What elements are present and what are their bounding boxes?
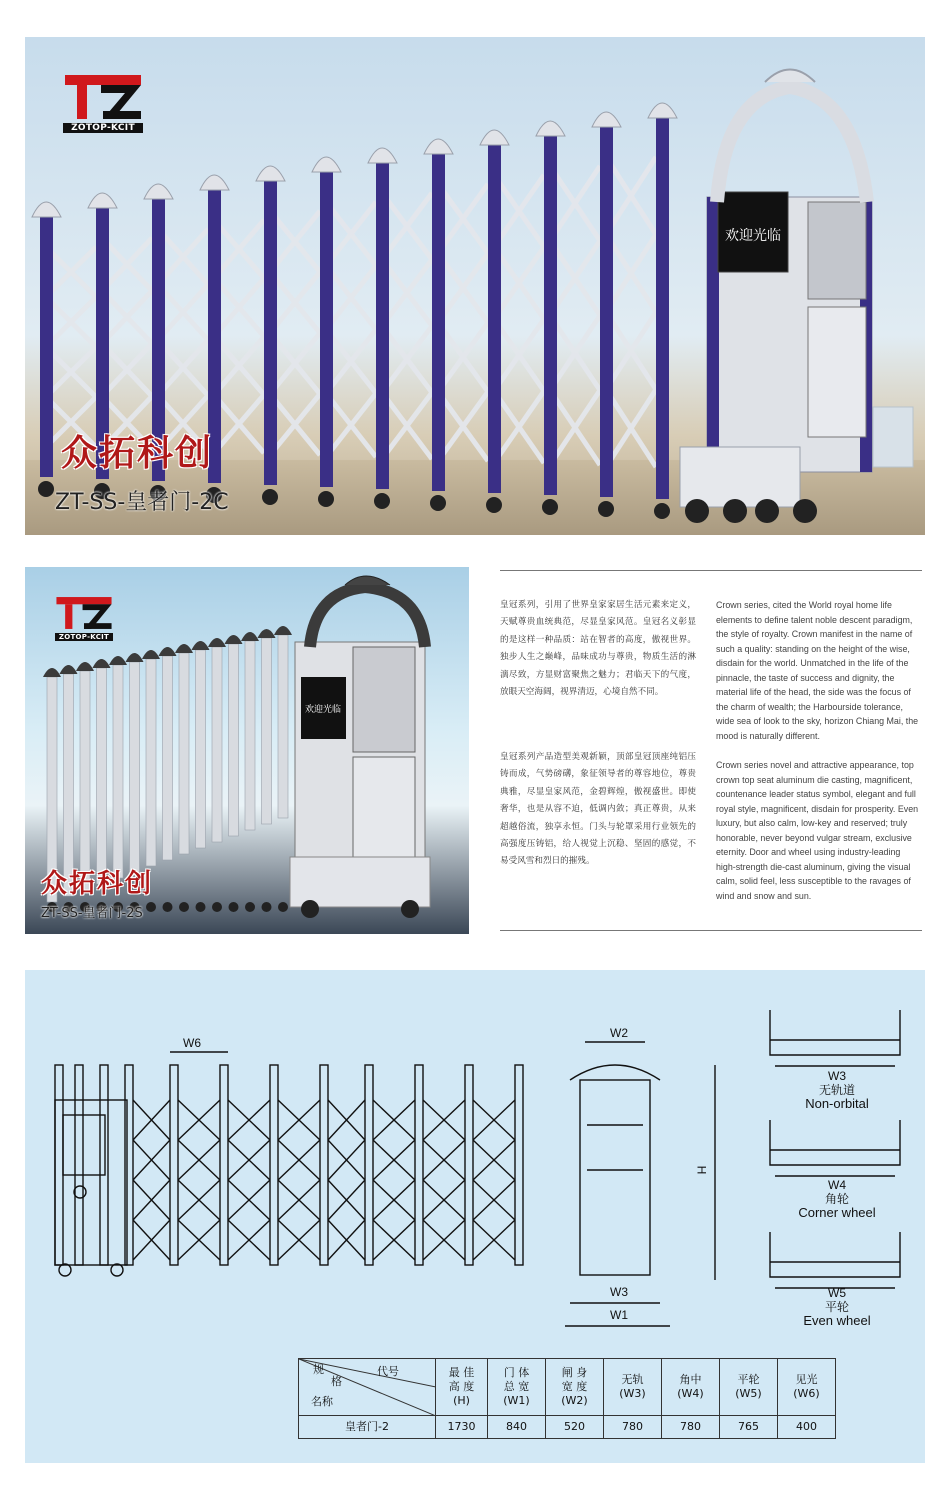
cell-w1: 840 <box>488 1416 546 1439</box>
post <box>75 1065 83 1265</box>
gate-column <box>97 668 107 884</box>
gate-column <box>146 659 156 866</box>
variant-cn: 平轮 <box>824 1300 849 1314</box>
head-unit-outline <box>55 1100 127 1265</box>
header-h: 最 佳 高 度 (H) <box>436 1359 488 1416</box>
gate-column <box>544 136 557 495</box>
column-crown <box>93 659 111 668</box>
divider-bottom <box>500 930 922 931</box>
variant-en: Even wheel <box>803 1313 871 1328</box>
diag-code: 代号 <box>377 1365 399 1378</box>
column-crown <box>126 653 144 662</box>
variant-code: W3 <box>828 1069 846 1083</box>
head-unit-lock <box>74 1186 86 1198</box>
post <box>365 1065 373 1265</box>
post <box>465 1065 473 1265</box>
wheel <box>38 481 54 497</box>
wheel <box>163 902 173 912</box>
column-crown <box>536 121 565 136</box>
diag-top: 规 <box>313 1363 324 1376</box>
column-crown <box>256 166 285 181</box>
w2-label: W2 <box>610 1026 628 1040</box>
wheel <box>654 503 670 519</box>
gate-column <box>656 118 669 499</box>
post <box>515 1065 523 1265</box>
wheel <box>374 493 390 509</box>
logo-mark-icon <box>55 595 113 631</box>
wheel <box>542 499 558 515</box>
gate-column <box>80 671 90 890</box>
wheel <box>598 501 614 517</box>
cell-w3: 780 <box>604 1416 662 1439</box>
column-crown <box>424 139 453 154</box>
product-photo-2c <box>25 37 925 535</box>
column-crown <box>592 112 621 127</box>
wheel <box>245 902 255 912</box>
model-number: ZT-SS-皇者门-2C <box>55 490 229 515</box>
column-crown <box>175 644 193 653</box>
row-name: 皇者门-2 <box>299 1416 436 1439</box>
gate-column <box>179 653 189 854</box>
wheel <box>486 497 502 513</box>
wheel <box>179 902 189 912</box>
variant-cn: 角轮 <box>824 1192 849 1206</box>
cell-w2: 520 <box>546 1416 604 1439</box>
post <box>320 1065 328 1265</box>
header-w4: 角中 (W4) <box>662 1359 720 1416</box>
column-crown <box>76 662 94 671</box>
logo-text: ZOTOP-KCIT <box>63 123 143 133</box>
cell-w5: 765 <box>720 1416 778 1439</box>
column-crown <box>142 650 160 659</box>
sign-text: 欢迎光临 <box>725 228 781 244</box>
variant-corner-wheel <box>787 1178 887 1220</box>
logo-mark-icon <box>63 73 143 121</box>
column-crown <box>60 665 78 674</box>
brand-logo <box>63 73 143 133</box>
column-crown <box>88 193 117 208</box>
diag-mid: 格 <box>331 1375 342 1388</box>
description-en-1: Crown series, cited the World royal home life elements to define talent noble descent paradigm, the style of royalty. Crown manifest in the name of such a quality: standing on the height of the wise, disdain for the world. Unmatched in the life of the pinnacle, the taste of success and dignity, the material life of the head, the side was the focus of the charm of wealth; the Harbourside tolerance, wide sea of look to the sky, horizon Chiang Mai, the mood is naturally different. <box>716 600 919 741</box>
column-crown <box>368 148 397 163</box>
wheel <box>262 902 272 912</box>
column-crown <box>109 656 127 665</box>
column-crown <box>144 184 173 199</box>
column-crown <box>32 202 61 217</box>
variant-even-wheel <box>787 1286 887 1328</box>
variant-non-orbital <box>787 1069 887 1111</box>
post <box>100 1065 108 1265</box>
gate-column <box>264 181 277 485</box>
cell-w4: 780 <box>662 1416 720 1439</box>
wheel <box>278 902 288 912</box>
wheel <box>111 1264 123 1276</box>
gate-column <box>245 641 255 830</box>
table-header-row <box>299 1359 836 1416</box>
post <box>220 1065 228 1265</box>
brand-name: 众拓科创 <box>61 433 214 474</box>
column-crown <box>208 638 226 647</box>
wheel <box>229 902 239 912</box>
gate-column <box>600 127 613 497</box>
gate-column <box>432 154 445 491</box>
header-w5: 平轮 (W5) <box>720 1359 778 1416</box>
post <box>125 1065 133 1265</box>
variant-cn: 无轨道 <box>818 1083 855 1097</box>
gate-column <box>278 635 288 818</box>
h-label: H <box>694 1165 709 1175</box>
crown-outline <box>570 1065 660 1080</box>
cell-w6: 400 <box>778 1416 836 1439</box>
variant-en: Corner wheel <box>798 1205 876 1220</box>
post <box>415 1065 423 1265</box>
column-crown <box>480 130 509 145</box>
description-en-2: Crown series novel and attractive appearance, top crown top seat aluminum die casting, magnificent, countenance leader status symbol, elegant and full royal style, magnificent, disdain for prosperity. Even luxury, but also calm, low-key and reserved; truly honorable, never beyond vulgar stream, exclusive eternity. Door and wheel using industry-leading high-strength die-cast aluminum, giving the visual calm, solid feel, less susceptible to the ravages of wind and snow and sun. <box>716 760 919 901</box>
gate-column <box>113 665 123 878</box>
head-front-outline <box>580 1080 650 1275</box>
gate-column <box>488 145 501 493</box>
post <box>170 1065 178 1265</box>
w6-label: W6 <box>183 1036 201 1050</box>
wheel <box>262 489 278 505</box>
header-w6: 见光 (W6) <box>778 1359 836 1416</box>
column-crown <box>200 175 229 190</box>
column-crown <box>648 103 677 118</box>
diagonal-header-cell <box>299 1359 436 1416</box>
brand-name: 众拓科创 <box>41 869 154 899</box>
variant-outline <box>770 1010 900 1055</box>
w1-label: W1 <box>610 1308 628 1322</box>
spec-table <box>298 1358 836 1439</box>
wheel <box>430 495 446 511</box>
wheel <box>318 491 334 507</box>
gate-column <box>376 163 389 489</box>
description-cn-2: 皇冠系列产品造型美观新颖，顶部皇冠顶座纯铝压铸而成，气势磅礴，象征领导者的尊容地位，尊贵典雅，尽显皇家风范，金碧辉煌，傲视盛世。即使奢华，也是从容不迫，低调内敛；真正尊贵，从来超越俗流，独享永恒。门头与轮罩采用行业领先的高强度压铸铝，给人视觉上沉稳、坚固的感觉，不易受风雪和烈日的摧残。 <box>500 752 696 867</box>
column-crown <box>258 629 276 638</box>
wheel <box>212 902 222 912</box>
model-number: ZT-SS-皇者门-2S <box>41 906 143 921</box>
column-crown <box>312 157 341 172</box>
variant-en: Non-orbital <box>805 1096 869 1111</box>
diag-name: 名称 <box>311 1395 333 1408</box>
table-row <box>299 1416 836 1439</box>
column-crown <box>159 647 177 656</box>
w3-label: W3 <box>610 1285 628 1299</box>
gate-column <box>130 662 140 872</box>
cell-h: 1730 <box>436 1416 488 1439</box>
dimension-diagram <box>25 970 925 1463</box>
sign-text: 欢迎光临 <box>304 705 342 715</box>
post <box>270 1065 278 1265</box>
variant-outline <box>770 1232 900 1277</box>
brand-logo <box>55 595 113 641</box>
logo-text: ZOTOP-KCIT <box>55 633 113 641</box>
gate-column <box>320 172 333 487</box>
gate-column <box>163 656 173 860</box>
column-crown <box>225 635 243 644</box>
header-w3: 无轨 (W3) <box>604 1359 662 1416</box>
head-unit-panel <box>63 1115 105 1175</box>
divider-top <box>500 570 922 571</box>
variant-code: W5 <box>828 1286 846 1300</box>
wheel <box>59 1264 71 1276</box>
post <box>55 1065 63 1265</box>
wheel <box>196 902 206 912</box>
description-cn-1: 皇冠系列，引用了世界皇家家居生活元素来定义，天赋尊贵血统典范，尽显皇家风范。皇冠名义彰显的是这样一种品质：站在智者的高度，傲视世界。独步人生之巅峰，品味成功与尊贵，物质生活的淋漓尽致，方显财富聚焦之魅力；君临天下的气度，放眼天空海阔，视界清迈，心境自然不同。 <box>500 600 696 698</box>
header-w1: 门 体 总 宽 (W1) <box>488 1359 546 1416</box>
header-w2: 闸 身 宽 度 (W2) <box>546 1359 604 1416</box>
column-crown <box>192 641 210 650</box>
gate-column <box>196 650 206 848</box>
column-crown <box>241 632 259 641</box>
product-photo-2s <box>25 567 469 934</box>
gate-column <box>212 647 222 842</box>
column-crown <box>43 668 61 677</box>
wheel <box>146 902 156 912</box>
variant-outline <box>770 1120 900 1165</box>
gate-column <box>229 644 239 836</box>
gate-column <box>262 638 272 824</box>
gate-column <box>40 217 53 477</box>
column-crown <box>274 626 292 635</box>
variant-code: W4 <box>828 1178 846 1192</box>
